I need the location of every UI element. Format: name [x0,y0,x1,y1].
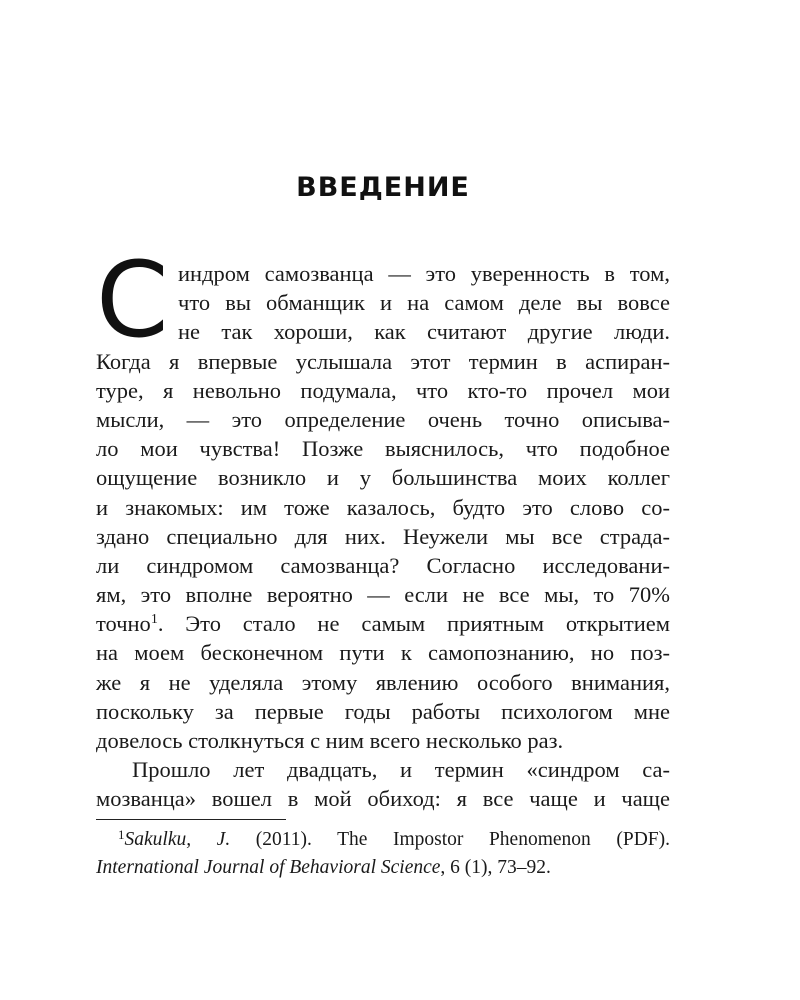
text-line: поскольку за первые годы работы психологом мне [96,698,670,724]
footnote [96,826,670,882]
text-line: на моем бесконечном пути к самопознанию, но поз- [96,640,670,666]
text-line: Прошло лет двадцать, и термин «синдром са- [132,757,670,783]
text-line: же я не уделяла этому явлению особого внимания, [96,669,670,695]
text-line: что вы обманщик и на самом деле вы вовсе [178,290,670,316]
text-line: мозванца» вошел в мой обиход: я все чаще и чаще [96,786,670,812]
text-fragment: . Это стало не самым приятным открытием [157,611,670,637]
text-line: мысли, — это определение очень точно описыва- [96,406,670,432]
footnote-line [96,854,670,882]
text-fragment: точно [96,611,151,637]
text-line: ощущение возникло и у большинства моих коллег [96,465,670,491]
text-line: ло мои чувства! Позже выяснилось, что подобное [96,436,670,462]
footnote-marker: 1 [118,827,125,842]
text-line: и знакомых: им тоже казалось, будто это слово со- [96,494,670,520]
text-line: ям, это вполне вероятно — если не все мы, то 70% [96,582,670,608]
text-line: индром самозванца — это уверенность в том, [178,261,670,286]
body-text [96,259,670,814]
chapter-title: ВВЕДЕНИЕ [296,172,470,203]
footnote-line [96,826,670,854]
footnote-ref[interactable]: 1 [150,612,158,628]
drop-cap: С [96,239,169,361]
text-line: ли синдромом самозванца? Согласно исследовани- [96,552,670,578]
footnote-text: , 6 (1), 73–92. [440,857,551,878]
footnote-author: Sakulku, J. [124,829,231,850]
text-line: здано специально для них. Неужели мы все страда- [96,523,670,549]
text-line: туре, я невольно подумала, что кто-то прочел мои [96,377,670,403]
text-line: Когда я впервые услышала этот термин в аспиран- [96,348,670,374]
footnote-journal: International Journal of Behavioral Science [96,857,441,878]
text-line: не так хороши, как считают другие люди. [178,319,670,345]
footnote-divider [96,819,286,820]
text-line-with-footnote [96,609,670,638]
text-line: довелось столкнуться с ним всего несколько раз. [96,728,564,753]
footnote-text: (2011). The Impostor Phenomenon (PDF). [230,829,670,850]
